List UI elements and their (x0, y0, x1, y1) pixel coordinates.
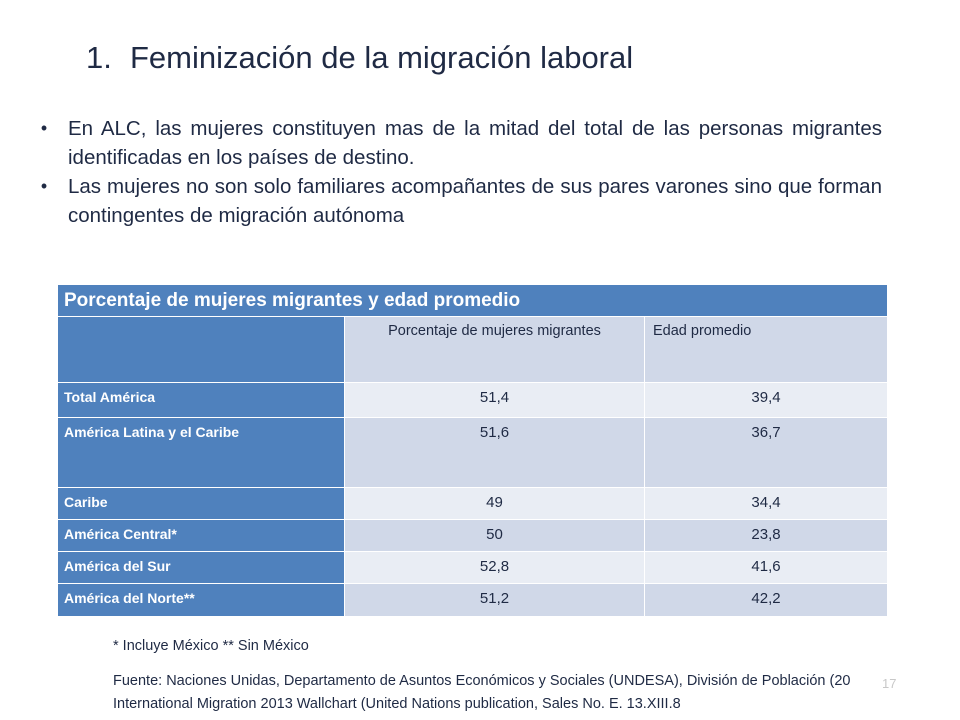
source-line-1: Fuente: Naciones Unidas, Departamento de Asuntos Económicos y Sociales (UNDESA), División de Población (20 (113, 673, 851, 689)
cell-pct-women: 49 (345, 488, 645, 520)
cell-pct-women: 52,8 (345, 552, 645, 584)
cell-avg-age: 34,4 (645, 488, 888, 520)
source-citation (113, 670, 960, 716)
bullet-dot-icon: • (40, 118, 48, 138)
slide-title (86, 38, 633, 78)
table-caption: Porcentaje de mujeres migrantes y edad promedio (58, 285, 888, 317)
cell-pct-women: 50 (345, 520, 645, 552)
header-blank-cell (58, 317, 345, 383)
bullet-dot-icon: • (40, 176, 48, 196)
table-row (58, 584, 888, 617)
bullet-item (36, 172, 882, 230)
slide-number: 17 (882, 676, 897, 691)
table-caption-row (58, 285, 888, 317)
migration-table (57, 284, 888, 617)
row-label: América del Sur (58, 552, 345, 584)
header-avg-age: Edad promedio (645, 317, 888, 383)
source-line-2: International Migration 2013 Wallchart (United Nations publication, Sales No. E. 13.XIII.8 (113, 696, 681, 712)
table-row (58, 418, 888, 488)
cell-avg-age: 42,2 (645, 584, 888, 617)
bullet-list (36, 114, 882, 230)
cell-pct-women: 51,4 (345, 383, 645, 418)
row-label: Total América (58, 383, 345, 418)
bullet-item (36, 114, 882, 172)
table-row (58, 488, 888, 520)
table-row (58, 520, 888, 552)
row-label: América Central* (58, 520, 345, 552)
row-label: América del Norte** (58, 584, 345, 617)
table-row (58, 383, 888, 418)
cell-pct-women: 51,2 (345, 584, 645, 617)
row-label: América Latina y el Caribe (58, 418, 345, 488)
row-label: Caribe (58, 488, 345, 520)
bullet-text: Las mujeres no son solo familiares acompañantes de sus pares varones sino que forman contingentes de migración autónoma (68, 175, 882, 227)
table-row (58, 552, 888, 584)
cell-avg-age: 41,6 (645, 552, 888, 584)
cell-avg-age: 39,4 (645, 383, 888, 418)
cell-pct-women: 51,6 (345, 418, 645, 488)
table-footnote: * Incluye México ** Sin México (113, 638, 309, 654)
cell-avg-age: 23,8 (645, 520, 888, 552)
table-header-row (58, 317, 888, 383)
slide-title-text: Feminización de la migración laboral (130, 40, 634, 75)
slide-title-number: 1. (86, 40, 112, 75)
header-pct-women: Porcentaje de mujeres migrantes (345, 317, 645, 383)
cell-avg-age: 36,7 (645, 418, 888, 488)
bullet-text: En ALC, las mujeres constituyen mas de la mitad del total de las personas migrantes identificadas en los países de destino. (68, 117, 882, 169)
